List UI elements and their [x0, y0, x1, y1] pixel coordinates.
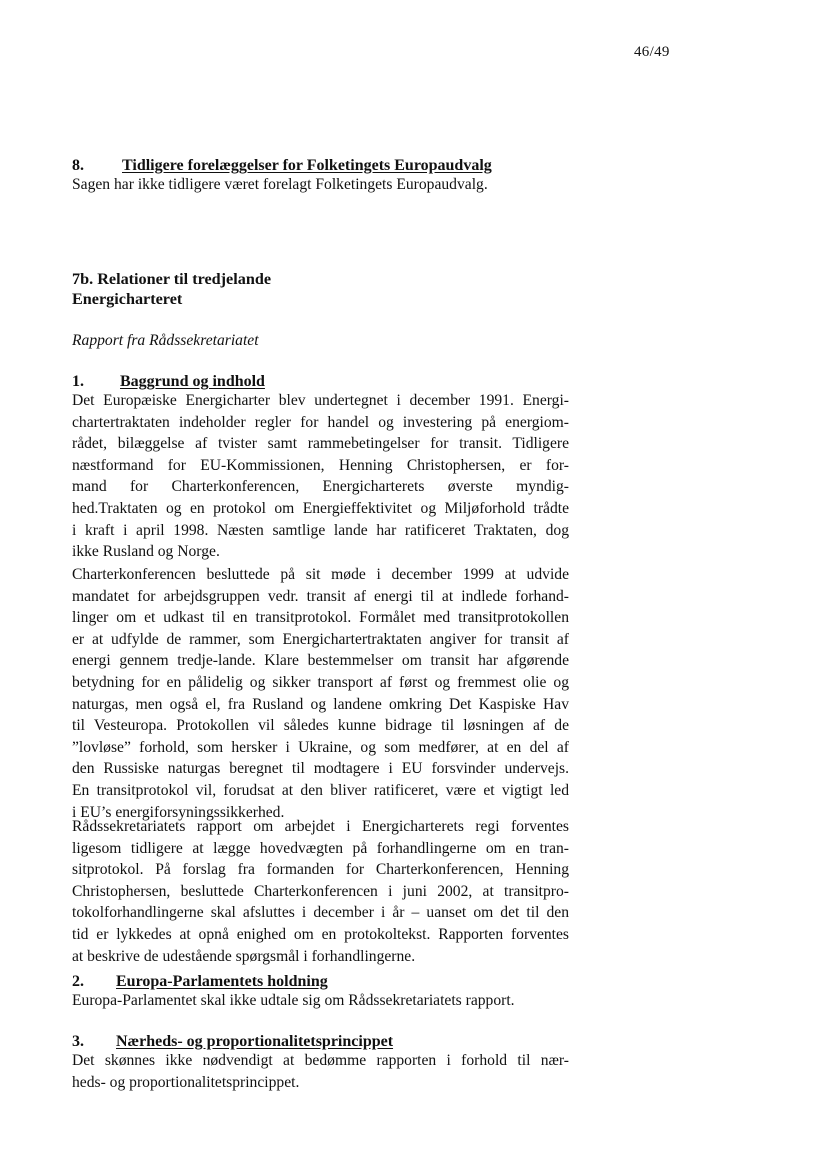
paragraph-line: Christophersen, besluttede Charterkonferencen i juni 2002, at transitpro-: [72, 882, 569, 900]
section-3-title: Nærheds- og proportionalitetsprincippet: [116, 1033, 394, 1050]
paragraph-line: En transitprotokol vil, forudsat at den bliver ratificeret, være et vigtigt led: [72, 781, 569, 799]
section-1-paragraph-3: [72, 816, 569, 967]
report-subtitle: Rapport fra Rådssekretariatet: [72, 332, 259, 349]
section-2-number: 2.: [72, 973, 84, 990]
paragraph-line: Charterkonferencen besluttede på sit møde i december 1999 at udvide: [72, 566, 569, 583]
section-8-number: 8.: [72, 157, 84, 174]
paragraph-line: Det Europæiske Energicharter blev undertegnet i december 1991. Energi-: [72, 392, 569, 409]
section-8-title: Tidligere forelæggelser for Folketingets Europaudvalg: [122, 157, 492, 174]
section-3-heading: [72, 1032, 393, 1051]
paragraph-line: linger om et udkast til en transitprotokol. Formålet med transitprotokollen: [72, 609, 569, 627]
paragraph-line: chartertraktaten indeholder regler for handel og investering på energiom-: [72, 413, 569, 431]
paragraph-line: naturgas, men også el, fra Rusland og landene omkring Det Kaspiske Hav: [72, 695, 569, 713]
paragraph-line: energi gennem tredje-lande. Klare bestemmelser om transit har afgørende: [72, 652, 569, 670]
paragraph-line: ikke Rusland og Norge.: [72, 543, 220, 561]
paragraph-line: næstformand for EU-Kommissionen, Henning Christophersen, er for-: [72, 456, 569, 474]
section-2-heading: [72, 972, 328, 991]
paragraph-line: tid er lykkedes at opnå enighed om en protokoltekst. Rapporten forventes: [72, 925, 569, 943]
paragraph-line: hed.Traktaten og en protokol om Energieffektivitet og Miljøforhold trådte: [72, 499, 569, 517]
paragraph-line: til Vesteuropa. Protokollen vil således kunne bidrage til løsningen af de: [72, 717, 569, 735]
page-number: 46/49: [634, 44, 670, 60]
section-3-number: 3.: [72, 1033, 84, 1050]
paragraph-line: sitprotokol. På forslag fra formanden for Charterkonferencen, Henning: [72, 861, 569, 879]
paragraph-line: at beskrive de udestående spørgsmål i forhandlingerne.: [72, 947, 416, 965]
paragraph-line: den Russiske naturgas beregnet til modtagere i EU forsvinder undervejs.: [72, 760, 569, 778]
item-heading-line2: Energicharteret: [72, 290, 183, 308]
section-1-paragraph-1: [72, 390, 569, 563]
paragraph-line: rådet, bilæggelse af tvister samt rammebetingelser for transit. Tidligere: [72, 435, 569, 453]
section-2-title: Europa-Parlamentets holdning: [116, 973, 328, 990]
paragraph-line: mand for Charterkonferencen, Energicharterets øverste myndig-: [72, 478, 569, 496]
paragraph-line: Rådssekretariatets rapport om arbejdet i Energicharterets regi forventes: [72, 818, 569, 835]
section-1-title: Baggrund og indhold: [120, 373, 265, 390]
item-heading-line1: 7b. Relationer til tredjelande: [72, 270, 272, 288]
paragraph-line: heds- og proportionalitetsprincippet.: [72, 1073, 300, 1091]
paragraph-line: er at udfylde de rammer, som Energichartertraktaten angiver for transit af: [72, 630, 569, 648]
section-1-heading: [72, 372, 265, 391]
section-8-text: Sagen har ikke tidligere været forelagt Folketingets Europaudvalg.: [72, 176, 488, 193]
paragraph-line: betydning for en pålidelig og sikker transport af først og fremmest olie og: [72, 673, 569, 691]
paragraph-line: mandatet for arbejdsgruppen vedr. transit af energi til at indlede forhand-: [72, 587, 569, 605]
paragraph-line: tokolforhandlingerne skal afsluttes i december i år – uanset om det til den: [72, 904, 569, 922]
paragraph-line: Det skønnes ikke nødvendigt at bedømme rapporten i forhold til nær-: [72, 1052, 569, 1069]
paragraph-line: i kraft i april 1998. Næsten samtlige lande har ratificeret Traktaten, dog: [72, 521, 569, 539]
section-8-heading: [72, 156, 492, 175]
paragraph-line: ”lovløse” forhold, som hersker i Ukraine, og som medfører, at en del af: [72, 738, 569, 756]
paragraph-line: i EU’s energiforsyningssikkerhed.: [72, 803, 285, 821]
paragraph-line: ligesom tidligere at lægge hovedvægten på forhandlingerne om en tran-: [72, 839, 569, 857]
section-1-paragraph-2: [72, 564, 569, 823]
section-1-number: 1.: [72, 373, 84, 390]
section-3-text: [72, 1050, 569, 1093]
section-2-text: Europa-Parlamentet skal ikke udtale sig om Rådssekretariatets rapport.: [72, 992, 515, 1009]
